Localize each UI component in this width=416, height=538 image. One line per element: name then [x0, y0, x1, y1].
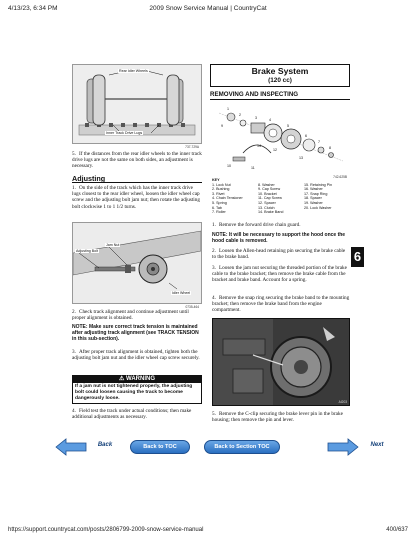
adjusting-step-2-paragraph: 2. Check track alignment and continue adjustment until proper alignment is obtained. [72, 309, 189, 322]
print-page-number: 400/637 [386, 527, 408, 533]
svg-text:10: 10 [227, 164, 231, 168]
track-tension-note: NOTE: Make sure correct track tension is maintained after adjusting track alignment (see TRACK TENSION in this sub-section). [72, 324, 199, 342]
brake-step-1-paragraph: 1. Remove the forward drive chain guard. [212, 222, 301, 228]
adjusting-step-3-paragraph: 3. After proper track alignment is obtained, tighten both the adjusting bolt jam nut and the idler wheel cap screw securely. [72, 349, 200, 362]
brake-exploded-view-figure [212, 102, 350, 179]
svg-text:6: 6 [305, 134, 307, 138]
svg-text:1: 1 [227, 107, 229, 111]
adjusting-heading: Adjusting [72, 174, 106, 183]
parts-key [212, 178, 350, 215]
adjusting-step-1-paragraph: 1. On the side of the track which has the inner track drive lugs closest to the rear idler wheel, loosen the idler wheel cap screw and the adjusting bolt jam nut; then rotate the adjusting bolt clockwise 1 to 1 1/2 turns. [72, 185, 200, 210]
key-item: 13. Clutch [258, 205, 275, 210]
key-item: 6. Tab [212, 205, 222, 210]
next-button[interactable] [326, 438, 384, 456]
svg-text:14: 14 [257, 144, 261, 148]
svg-text:9: 9 [221, 124, 223, 128]
removing-inspecting-heading: REMOVING AND INSPECTING [210, 91, 350, 100]
next-label: Next [370, 442, 384, 448]
svg-text:13: 13 [299, 156, 303, 160]
jam-nut-label: Jam Nut [106, 243, 120, 247]
svg-text:8: 8 [329, 146, 331, 150]
brake-step-4-paragraph: 4. Remove the snap ring securing the brake band to the mounting bracket; then remove the brake band from the engine compartment. [212, 295, 350, 314]
key-item: 15. Retaining Pin [304, 182, 333, 187]
key-item: 4. Chain Tensioner [212, 196, 243, 201]
key-column-2 [258, 183, 283, 215]
svg-text:7: 7 [318, 140, 320, 144]
print-footer [0, 524, 416, 538]
key-item: 18. Spacer [304, 196, 322, 201]
figure-code: 0735-464 [185, 305, 199, 309]
step-5-paragraph: 5. If the distances from the rear idler wheels to the inner track drive lugs are not the same on both sides, an adjustment is necessary. [72, 151, 202, 170]
svg-text:2: 2 [239, 113, 241, 117]
key-item: 14. Brake Band [258, 210, 284, 215]
back-label: Back [97, 442, 113, 448]
key-item: 11. Cap Screw [258, 196, 282, 201]
key-item: 20. Lock Washer [304, 205, 332, 210]
key-item: 9. Cap Screw [258, 187, 281, 192]
idler-wheel-label: Idler Wheel [172, 291, 191, 295]
section-subtitle: (120 cc) [268, 77, 292, 84]
key-column-1 [212, 183, 243, 215]
chapter-tab: 6 [351, 247, 364, 267]
svg-text:5: 5 [287, 124, 289, 128]
key-item: 7. Roller [212, 210, 226, 215]
adjusting-step-4-paragraph: 4. Field test the track under actual conditions; then make additional adjustments as necessary. [72, 408, 192, 421]
photo-code: AI203 [338, 400, 347, 404]
key-item: 3. Rivet [212, 191, 225, 196]
warning-header: ⚠ WARNING [72, 375, 202, 383]
back-button[interactable] [54, 438, 113, 456]
brake-step-2-paragraph: 2. Loosen the Allen-head retaining pin securing the brake cable to the brake band. [212, 248, 346, 261]
svg-text:3: 3 [255, 116, 257, 120]
key-item: 17. Snap Ring [304, 191, 328, 196]
svg-text:11: 11 [251, 166, 255, 170]
adjusting-bolt-label: Adjusting Bolt [76, 249, 98, 253]
hood-support-note: NOTE: It will be necessary to support the hood once the hood cable is removed. [212, 232, 346, 244]
key-item: 5. Spring [212, 200, 227, 205]
key-title: KEY [212, 178, 220, 182]
key-item: 12. Spacer [258, 200, 276, 205]
key-item: 8. Washer [258, 182, 275, 187]
key-column-3 [304, 183, 332, 211]
print-title: 2009 Snow Service Manual | CountryCat [149, 5, 267, 12]
back-arrow-icon [54, 438, 88, 456]
brake-step-3-paragraph: 3. Loosen the jam nut securing the threaded portion of the brake cable to the brake bracket; then remove the brake cable from the bracket and brake band. Account for a spring. [212, 265, 347, 284]
track-alignment-figure [72, 64, 202, 149]
key-item: 10. Bracket [258, 191, 277, 196]
back-to-section-toc-button[interactable]: Back to Section TOC [204, 440, 280, 454]
warning-body: If a jam nut is not tightened properly, the adjusting bolt could loosen causing the track to become dangerously loose. [72, 383, 202, 404]
key-item: 16. Washer [304, 187, 323, 192]
print-timestamp: 4/13/23, 6:34 PM [8, 5, 58, 12]
rear-idler-wheels-label: Rear Idler Wheels [119, 69, 148, 73]
key-item: 2. Bushing [212, 187, 230, 192]
svg-text:12: 12 [273, 148, 277, 152]
brake-photo [212, 318, 350, 406]
section-title: Brake System [251, 66, 309, 76]
print-header [0, 0, 416, 16]
section-title-box [210, 64, 350, 87]
key-item: 19. Washer [304, 200, 323, 205]
svg-text:4: 4 [269, 118, 271, 122]
key-item: 1. Lock Nut [212, 182, 231, 187]
figure-code: 737-729A [185, 145, 199, 149]
heading-rule [72, 182, 202, 183]
inner-track-drive-lugs-label: Inner Track Drive Lugs [106, 131, 143, 135]
back-to-toc-button[interactable]: Back to TOC [130, 440, 190, 454]
print-url: https://support.countrycat.com/posts/2806799-2009-snow-service-manual [8, 527, 204, 533]
figure-code: 742-625B [333, 175, 347, 179]
adjusting-bolt-figure [72, 222, 202, 309]
brake-photo-image [213, 319, 349, 405]
next-arrow-icon [326, 438, 360, 456]
brake-step-5-paragraph: 5. Remove the C-clip securing the brake lever pin in the brake housing; then remove the pin and lever. [212, 411, 343, 424]
brake-exploded-view-illustration [213, 103, 351, 177]
manual-page [58, 50, 384, 462]
